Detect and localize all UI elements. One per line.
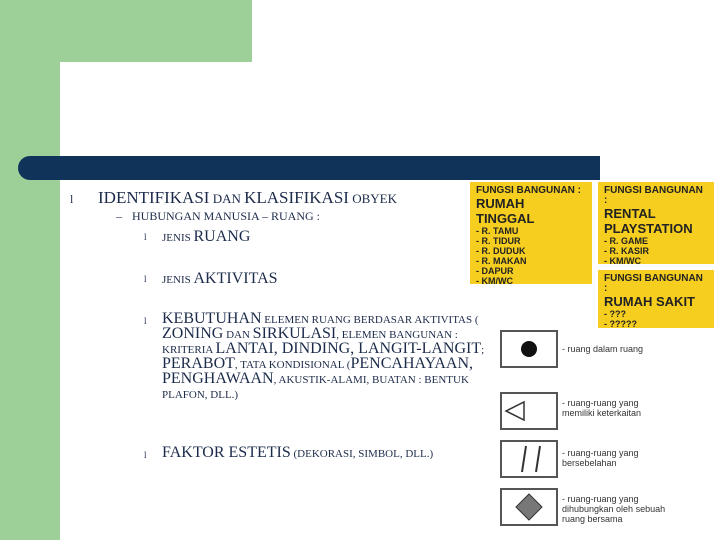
heading-conj: DAN bbox=[209, 191, 245, 206]
akustik-text: , AKUSTIK-ALAMI, BUATAN : BENTUK PLAFON, DLL.) bbox=[162, 374, 469, 401]
diagram-label: - ruang dalam ruang bbox=[562, 344, 644, 354]
title-bar bbox=[18, 156, 600, 180]
zoning-text: ZONING bbox=[162, 325, 224, 342]
item-big-text: RUANG bbox=[193, 228, 251, 245]
card-header: FUNGSI BANGUNAN : bbox=[604, 185, 703, 206]
diagram-keterkaitan bbox=[500, 392, 558, 430]
diagram-label: - ruang-ruang yang dihubungkan oleh sebuah ruang bersama bbox=[562, 494, 666, 524]
diagram-label: - ruang-ruang yang memiliki keterkaitan bbox=[562, 398, 642, 418]
green-top-block bbox=[0, 0, 252, 62]
shared-space-icon bbox=[502, 490, 556, 524]
diagram-bersebelahan bbox=[500, 440, 558, 478]
item-small-text: JENIS bbox=[162, 232, 194, 244]
dan-text: DAN bbox=[223, 329, 253, 341]
card-rumah-sakit bbox=[598, 270, 714, 328]
bullet-icon: l bbox=[144, 450, 147, 460]
green-sidebar-band bbox=[0, 0, 60, 540]
item-jenis-aktivitas bbox=[162, 270, 278, 288]
inner-space-icon bbox=[502, 332, 556, 366]
dekorasi-text: (DEKORASI, SIMBOL, DLL.) bbox=[290, 448, 434, 460]
bullet-icon: l bbox=[70, 192, 74, 206]
sirkulasi-text: SIRKULASI bbox=[252, 325, 337, 342]
item-kebutuhan bbox=[162, 312, 492, 402]
dash-marker: – bbox=[116, 209, 122, 223]
kebutuhan-text: KEBUTUHAN bbox=[162, 310, 262, 327]
card-item: - KM/WC bbox=[476, 276, 513, 286]
card-item: - R. TIDUR bbox=[476, 236, 521, 246]
card-item: - R. GAME bbox=[604, 236, 648, 246]
pencahayaan-text: PENCAHAYAAN, PENGHAWAAN bbox=[162, 355, 474, 387]
card-header: FUNGSI BANGUNAN : bbox=[476, 185, 581, 196]
card-item: - ????? bbox=[604, 319, 637, 329]
perabot-text: PERABOT bbox=[162, 355, 235, 372]
card-title: RUMAH SAKIT bbox=[604, 294, 695, 309]
card-item: - R. DUDUK bbox=[476, 246, 526, 256]
card-rental-playstation bbox=[598, 182, 714, 264]
heading-word-2: KLASIFIKASI bbox=[244, 188, 349, 207]
elemen-ruang-text: ELEMEN RUANG BERDASAR AKTIVITAS ( bbox=[261, 314, 479, 326]
lantai-text: LANTAI, DINDING, LANGIT-LANGIT bbox=[215, 340, 482, 357]
item-big-text: AKTIVITAS bbox=[193, 270, 278, 287]
card-item: - KM/WC bbox=[604, 256, 641, 266]
card-item: - ??? bbox=[604, 309, 626, 319]
diagram-ruang-bersama bbox=[500, 488, 558, 526]
bullet-icon: l bbox=[144, 274, 147, 284]
tata-kondisional-text: , TATA KONDISIONAL ( bbox=[234, 359, 351, 371]
subheading: HUBUNGAN MANUSIA – RUANG : bbox=[132, 209, 321, 223]
heading bbox=[98, 188, 397, 208]
faktor-estetis-text: FAKTOR ESTETIS bbox=[162, 444, 291, 461]
adjacent-spaces-icon bbox=[502, 442, 556, 476]
item-small-text: JENIS bbox=[162, 274, 194, 286]
card-item: - DAPUR bbox=[476, 266, 514, 276]
card-title: RUMAH TINGGAL bbox=[476, 196, 535, 226]
card-item: - R. KASIR bbox=[604, 246, 649, 256]
linked-spaces-icon bbox=[502, 394, 556, 428]
card-item: - R. MAKAN bbox=[476, 256, 527, 266]
bullet-icon: l bbox=[144, 232, 147, 242]
bullet-icon: l bbox=[144, 316, 147, 326]
heading-word-1: IDENTIFIKASI bbox=[98, 188, 210, 207]
card-header: FUNGSI BANGUNAN : bbox=[604, 273, 703, 294]
semicolon-text: ; bbox=[481, 344, 485, 356]
card-rumah-tinggal bbox=[470, 182, 592, 284]
item-faktor-estetis bbox=[162, 446, 462, 461]
card-item: - R. TAMU bbox=[476, 226, 519, 236]
diagram-ruang-dalam-ruang bbox=[500, 330, 558, 368]
diagram-label: - ruang-ruang yang bersebelahan bbox=[562, 448, 639, 468]
elemen-bangunan-text: , ELEMEN BANGUNAN : KRITERIA bbox=[162, 329, 458, 356]
item-jenis-ruang bbox=[162, 228, 250, 246]
heading-word-3: OBYEK bbox=[348, 191, 397, 206]
card-title: RENTAL PLAYSTATION bbox=[604, 206, 693, 236]
